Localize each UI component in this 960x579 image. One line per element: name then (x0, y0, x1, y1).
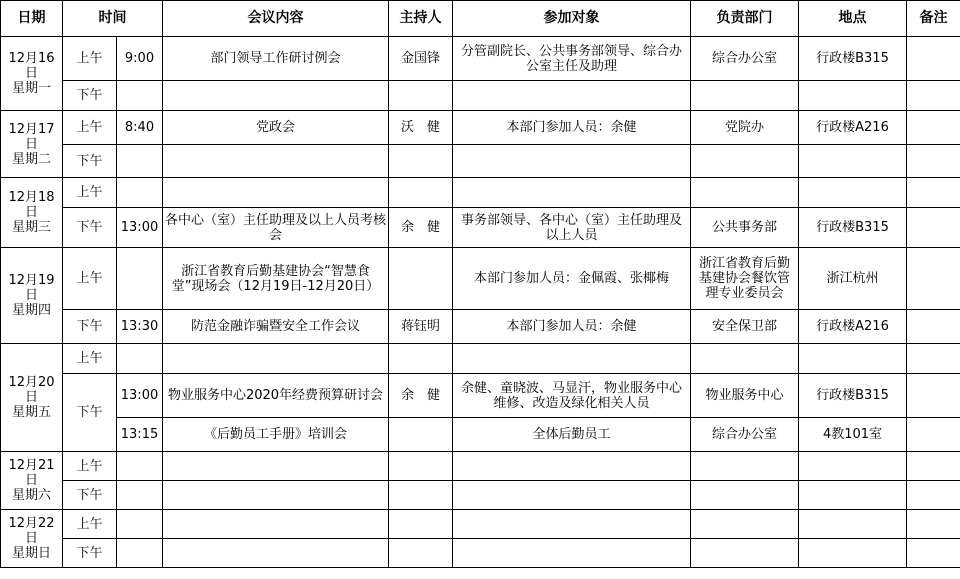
header-time: 时间 (63, 1, 163, 37)
date-cell (1, 37, 63, 111)
time-cell: 13:00 (117, 374, 163, 418)
weekday-label: 星期四 (11, 303, 51, 318)
table-row (1, 374, 960, 418)
table-row (1, 145, 960, 178)
date-cell (1, 452, 63, 510)
weekday-label: 星期一 (11, 81, 51, 96)
content-cell: 《后勤员工手册》培训会 (163, 418, 389, 452)
place-cell: 行政楼B315 (799, 208, 907, 248)
table-row (1, 418, 960, 452)
header-host: 主持人 (389, 1, 453, 37)
date-cell (1, 510, 63, 568)
weekday-label: 星期日 (11, 546, 51, 561)
weekday-label: 星期三 (11, 220, 51, 235)
table-row (1, 208, 960, 248)
header-row (1, 1, 960, 37)
date-label: 12月21日 (8, 458, 55, 488)
period-am: 上午 (63, 178, 117, 208)
note-cell (907, 208, 960, 248)
date-label: 12月17日 (8, 121, 55, 152)
attendees-cell: 全体后勤员工 (453, 418, 691, 452)
host-cell: 金国锋 (389, 37, 453, 81)
place-cell: 行政楼A216 (799, 310, 907, 344)
header-attendees: 参加对象 (453, 1, 691, 37)
attendees-cell: 分管副院长、公共事务部领导、综合办公室主任及助理 (453, 37, 691, 81)
host-cell: 余 健 (389, 208, 453, 248)
note-cell (907, 111, 960, 145)
date-label: 12月20日 (8, 375, 55, 405)
header-place: 地点 (799, 1, 907, 37)
table-row (1, 481, 960, 510)
host-cell (389, 418, 453, 452)
weekday-label: 星期五 (11, 405, 51, 420)
weekday-label: 星期二 (11, 151, 51, 167)
note-cell (907, 310, 960, 344)
date-cell (1, 178, 63, 248)
period-am: 上午 (63, 111, 117, 145)
dept-cell: 综合办公室 (691, 37, 799, 81)
header-dept: 负责部门 (691, 1, 799, 37)
dept-cell: 安全保卫部 (691, 310, 799, 344)
header-date: 日期 (1, 1, 63, 37)
table-row (1, 310, 960, 344)
period-pm: 下午 (63, 481, 117, 510)
content-cell: 防范金融诈骗暨安全工作会议 (163, 310, 389, 344)
period-pm: 下午 (63, 208, 117, 248)
period-pm: 下午 (63, 374, 117, 452)
content-cell: 各中心（室）主任助理及以上人员考核会 (163, 208, 389, 248)
date-label: 12月19日 (8, 273, 55, 303)
dept-cell: 物业服务中心 (691, 374, 799, 418)
period-am: 上午 (63, 344, 117, 374)
time-cell: 13:30 (117, 310, 163, 344)
attendees-cell: 事务部领导、各中心（室）主任助理及以上人员 (453, 208, 691, 248)
period-pm: 下午 (63, 145, 117, 178)
period-am: 上午 (63, 37, 117, 81)
place-cell: 行政楼B315 (799, 374, 907, 418)
host-cell (389, 248, 453, 310)
date-cell (1, 111, 63, 178)
table-row (1, 452, 960, 481)
period-am: 上午 (63, 248, 117, 310)
dept-cell: 综合办公室 (691, 418, 799, 452)
attendees-cell: 本部门参加人员：余健 (453, 111, 691, 145)
attendees-cell: 本部门参加人员：余健 (453, 310, 691, 344)
host-cell: 蒋钰明 (389, 310, 453, 344)
time-cell: 8:40 (117, 111, 163, 145)
note-cell (907, 374, 960, 418)
period-am: 上午 (63, 452, 117, 481)
period-pm: 下午 (63, 539, 117, 568)
content-cell: 党政会 (163, 111, 389, 145)
content-cell: 部门领导工作研讨例会 (163, 37, 389, 81)
header-note: 备注 (907, 1, 960, 37)
dept-cell: 浙江省教育后勤基建协会餐饮管理专业委员会 (691, 248, 799, 310)
time-cell: 13:15 (117, 418, 163, 452)
table-row (1, 178, 960, 208)
period-pm: 下午 (63, 310, 117, 344)
place-cell: 浙江杭州 (799, 248, 907, 310)
period-pm: 下午 (63, 81, 117, 111)
table-row (1, 248, 960, 310)
date-label: 12月16日 (8, 51, 55, 81)
table-row (1, 344, 960, 374)
table-row (1, 111, 960, 145)
attendees-cell: 本部门参加人员：金佩霞、张椰梅 (453, 248, 691, 310)
date-cell (1, 248, 63, 344)
period-am: 上午 (63, 510, 117, 539)
note-cell (907, 418, 960, 452)
time-cell: 13:00 (117, 208, 163, 248)
date-cell (1, 344, 63, 452)
header-content: 会议内容 (163, 1, 389, 37)
place-cell: 4教101室 (799, 418, 907, 452)
host-cell: 余 健 (389, 374, 453, 418)
host-cell: 沃 健 (389, 111, 453, 145)
time-cell: 9:00 (117, 37, 163, 81)
dept-cell: 公共事务部 (691, 208, 799, 248)
note-cell (907, 37, 960, 81)
table-row (1, 37, 960, 81)
table-row (1, 510, 960, 539)
date-label: 12月22日 (8, 516, 55, 546)
place-cell: 行政楼A216 (799, 111, 907, 145)
date-label: 12月18日 (8, 190, 55, 220)
dept-cell: 党院办 (691, 111, 799, 145)
content-cell: 物业服务中心2020年经费预算研讨会 (163, 374, 389, 418)
attendees-cell: 余健、童晓波、马显汗，物业服务中心维修、改造及绿化相关人员 (453, 374, 691, 418)
note-cell (907, 248, 960, 310)
table-row (1, 539, 960, 568)
content-cell: 浙江省教育后勤基建协会“智慧食堂”现场会（12月19日-12月20日） (163, 248, 389, 310)
place-cell: 行政楼B315 (799, 37, 907, 81)
time-cell (117, 248, 163, 310)
weekday-label: 星期六 (11, 488, 51, 503)
table-row (1, 81, 960, 111)
